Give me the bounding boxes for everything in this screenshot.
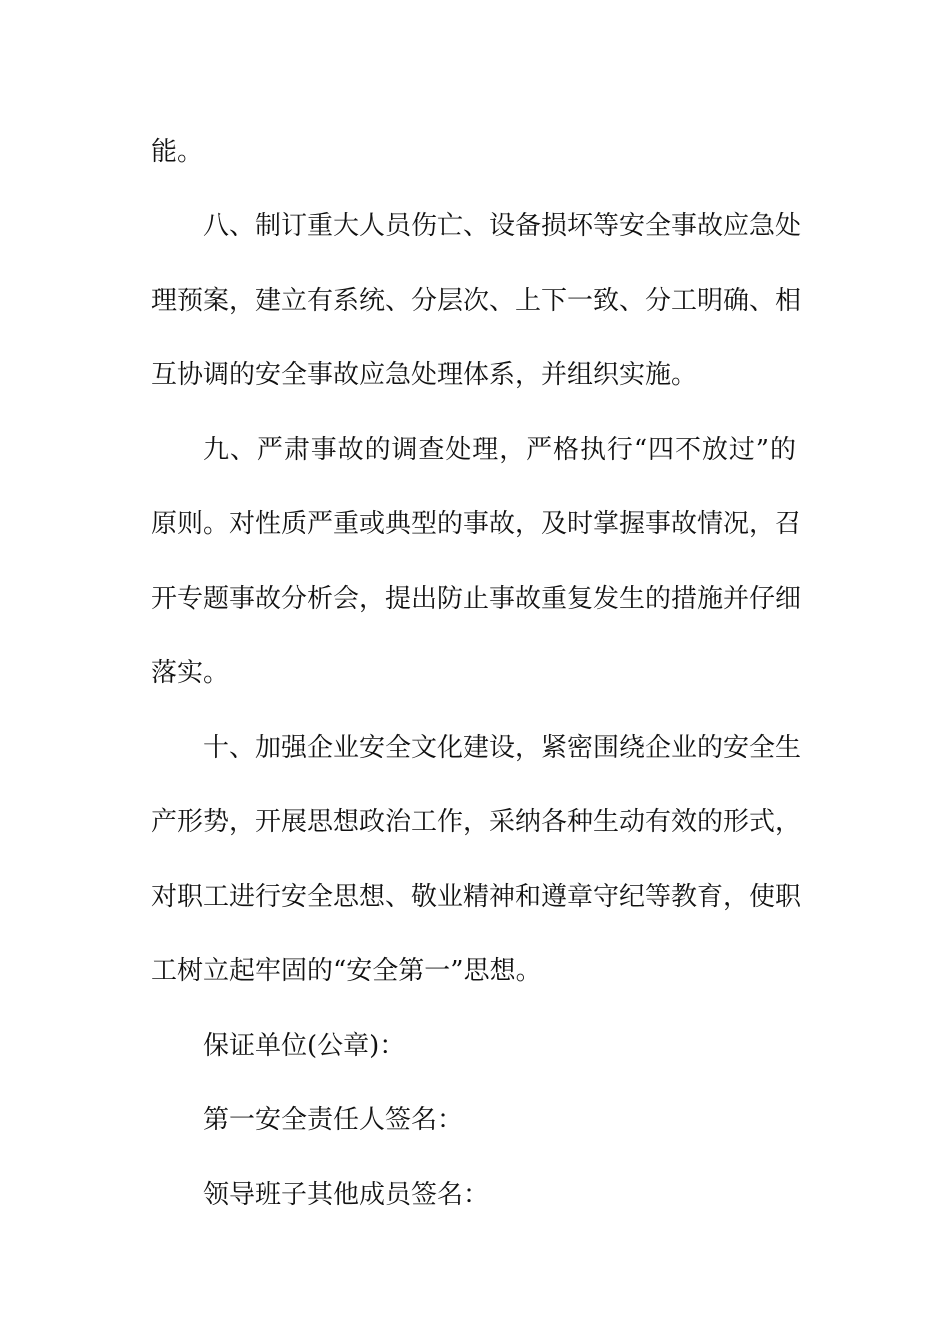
first-responsible-signature-label: 第一安全责任人签名： [203, 1105, 464, 1135]
text-line: 互协调的安全事故应急处理体系，并组织实施。 [151, 360, 698, 390]
text-line: 工树立起牢固的“安全第一”思想。 [151, 956, 542, 986]
text-line: 开专题事故分析会，提出防止事故重复发生的措施并仔细 [151, 584, 802, 614]
guarantor-unit-label: 保证单位(公章)： [203, 1031, 406, 1061]
text-line: 产形势，开展思想政治工作，采纳各种生动有效的形式， [151, 807, 802, 837]
text-line: 对职工进行安全思想、敬业精神和遵章守纪等教育，使职 [151, 882, 802, 912]
text-line: 原则。对性质严重或典型的事故，及时掌握事故情况，召 [151, 509, 802, 539]
leadership-signature-label: 领导班子其他成员签名： [203, 1180, 490, 1210]
text-line: 十、加强企业安全文化建设，紧密围绕企业的安全生 [203, 733, 802, 763]
text-line: 八、制订重大人员伤亡、设备损坏等安全事故应急处 [203, 211, 802, 241]
text-line: 理预案，建立有系统、分层次、上下一致、分工明确、相 [151, 286, 802, 316]
text-line: 落实。 [151, 658, 230, 688]
text-line: 九、严肃事故的调查处理，严格执行“四不放过”的 [203, 435, 796, 465]
text-line: 能。 [151, 137, 204, 167]
